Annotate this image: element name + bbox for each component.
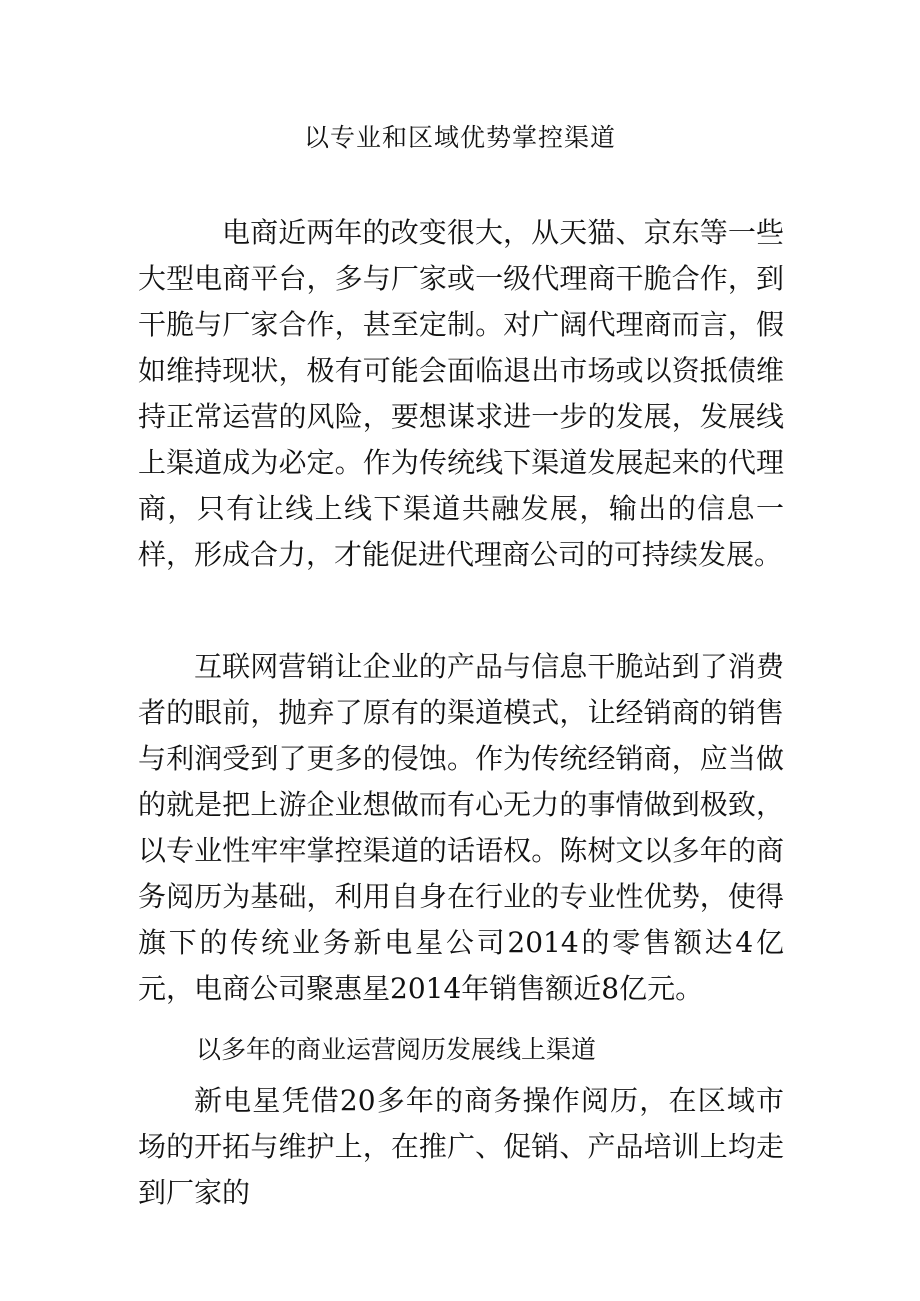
document-title: 以专业和区域优势掌控渠道 [303, 123, 616, 152]
paragraph-1: 电商近两年的改变很大，从天猫、京东等一些大型电商平台，多与厂家或一级代理商干脆合作，到干脆与厂家合作，甚至定制。对广阔代理商而言，假如维持现状，极有可能会面临退出市场或以资抵债维持正常运营的风险，要想谋求进一步的发展，发展线上渠道成为必定。作为传统线下渠道发展起来的代理商，只有让线上线下渠道共融发展，输出的信息一样，形成合力，才能促进代理商公司的可持续发展。 [138, 216, 784, 571]
paragraph-2: 互联网营销让企业的产品与信息干脆站到了消费者的眼前，抛弃了原有的渠道模式，让经销商的销售与利润受到了更多的侵蚀。作为传统经销商，应当做的就是把上游企业想做而有心无力的事情做到极致，以专业性牢牢掌控渠道的话语权。陈树文以多年的商务阅历为基础，利用自身在行业的专业性优势，使得旗下的传统业务新电星公司2014的零售额达4亿元，电商公司聚惠星2014年销售额近8亿元。 [138, 650, 784, 1005]
paragraph-3: 新电星凭借20多年的商务操作阅历，在区域市场的开拓与维护上，在推广、促销、产品培训上均走到厂家的 [138, 1084, 784, 1209]
section-subheading: 以多年的商业运营阅历发展线上渠道 [196, 1035, 597, 1064]
